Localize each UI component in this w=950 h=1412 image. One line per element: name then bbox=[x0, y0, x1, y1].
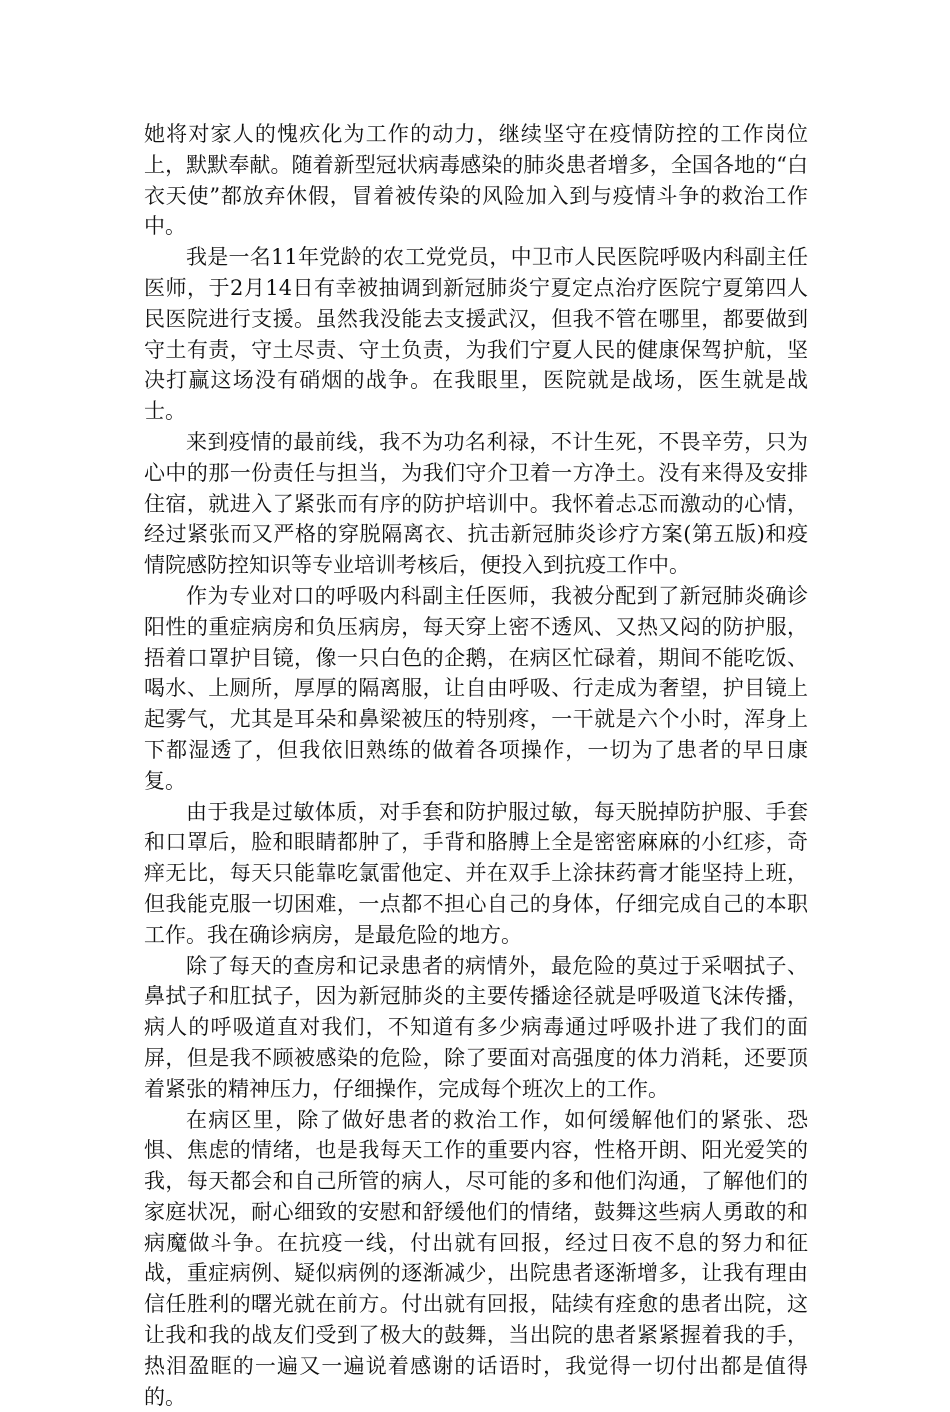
paragraph-3: 来到疫情的最前线，我不为功名利禄，不计生死，不畏辛劳，只为心中的那一份责任与担当，为我们守介卫着一方净土。没有来得及安排住宿，就进入了紧张而有序的防护培训中。我怀着忐忑而激动的心情，经过紧张而又严格的穿脱隔离衣、抗击新冠肺炎诊疗方案(第五版)和疫情院感防控知识等专业培训考核后，便投入到抗疫工作中。 bbox=[144, 427, 808, 581]
paragraph-4: 作为专业对口的呼吸内科副主任医师，我被分配到了新冠肺炎确诊阳性的重症病房和负压病房，每天穿上密不透风、又热又闷的防护服，捂着口罩护目镜，像一只白色的企鹅，在病区忙碌着，期间不能吃饭、喝水、上厕所，厚厚的隔离服，让自由呼吸、行走成为奢望，护目镜上起雾气，尤其是耳朵和鼻梁被压的特别疼，一干就是六个小时，浑身上下都湿透了，但我依旧熟练的做着各项操作，一切为了患者的早日康复。 bbox=[144, 581, 808, 797]
paragraph-7: 在病区里，除了做好患者的救治工作，如何缓解他们的紧张、恐惧、焦虑的情绪，也是我每天工作的重要内容，性格开朗、阳光爱笑的我，每天都会和自己所管的病人，尽可能的多和他们沟通，了解他们的家庭状况，耐心细致的安慰和舒缓他们的情绪，鼓舞这些病人勇敢的和病魔做斗争。在抗疫一线，付出就有回报，经过日夜不息的努力和征战，重症病例、疑似病例的逐渐减少，出院患者逐渐增多，让我有理由信任胜利的曙光就在前方。付出就有回报，陆续有痊愈的患者出院，这让我和我的战友们受到了极大的鼓舞，当出院的患者紧紧握着我的手，热泪盈眶的一遍又一遍说着感谢的话语时，我觉得一切付出都是值得的。 bbox=[144, 1105, 808, 1412]
document-body bbox=[144, 119, 808, 1412]
paragraph-6: 除了每天的查房和记录患者的病情外，最危险的莫过于采咽拭子、鼻拭子和肛拭子，因为新冠肺炎的主要传播途径就是呼吸道飞沫传播，病人的呼吸道直对我们，不知道有多少病毒通过呼吸扑进了我们的面屏，但是我不顾被感染的危险，除了要面对高强度的体力消耗，还要顶着紧张的精神压力，仔细操作，完成每个班次上的工作。 bbox=[144, 951, 808, 1105]
paragraph-5: 由于我是过敏体质，对手套和防护服过敏，每天脱掉防护服、手套和口罩后，脸和眼睛都肿了，手背和胳膊上全是密密麻麻的小红疹，奇痒无比，每天只能靠吃氯雷他定、并在双手上涂抹药膏才能坚持上班，但我能克服一切困难，一点都不担心自己的身体，仔细完成自己的本职工作。我在确诊病房，是最危险的地方。 bbox=[144, 797, 808, 951]
paragraph-1: 她将对家人的愧疚化为工作的动力，继续坚守在疫情防控的工作岗位上，默默奉献。随着新型冠状病毒感染的肺炎患者增多，全国各地的“白衣天使”都放弃休假，冒着被传染的风险加入到与疫情斗争的救治工作中。 bbox=[144, 119, 808, 242]
paragraph-2: 我是一名11年党龄的农工党党员，中卫市人民医院呼吸内科副主任医师，于2月14日有幸被抽调到新冠肺炎宁夏定点治疗医院宁夏第四人民医院进行支援。虽然我没能去支援武汉，但我不管在哪里，都要做到守土有责，守土尽责、守土负责，为我们宁夏人民的健康保驾护航，坚决打赢这场没有硝烟的战争。在我眼里，医院就是战场，医生就是战士。 bbox=[144, 242, 808, 427]
